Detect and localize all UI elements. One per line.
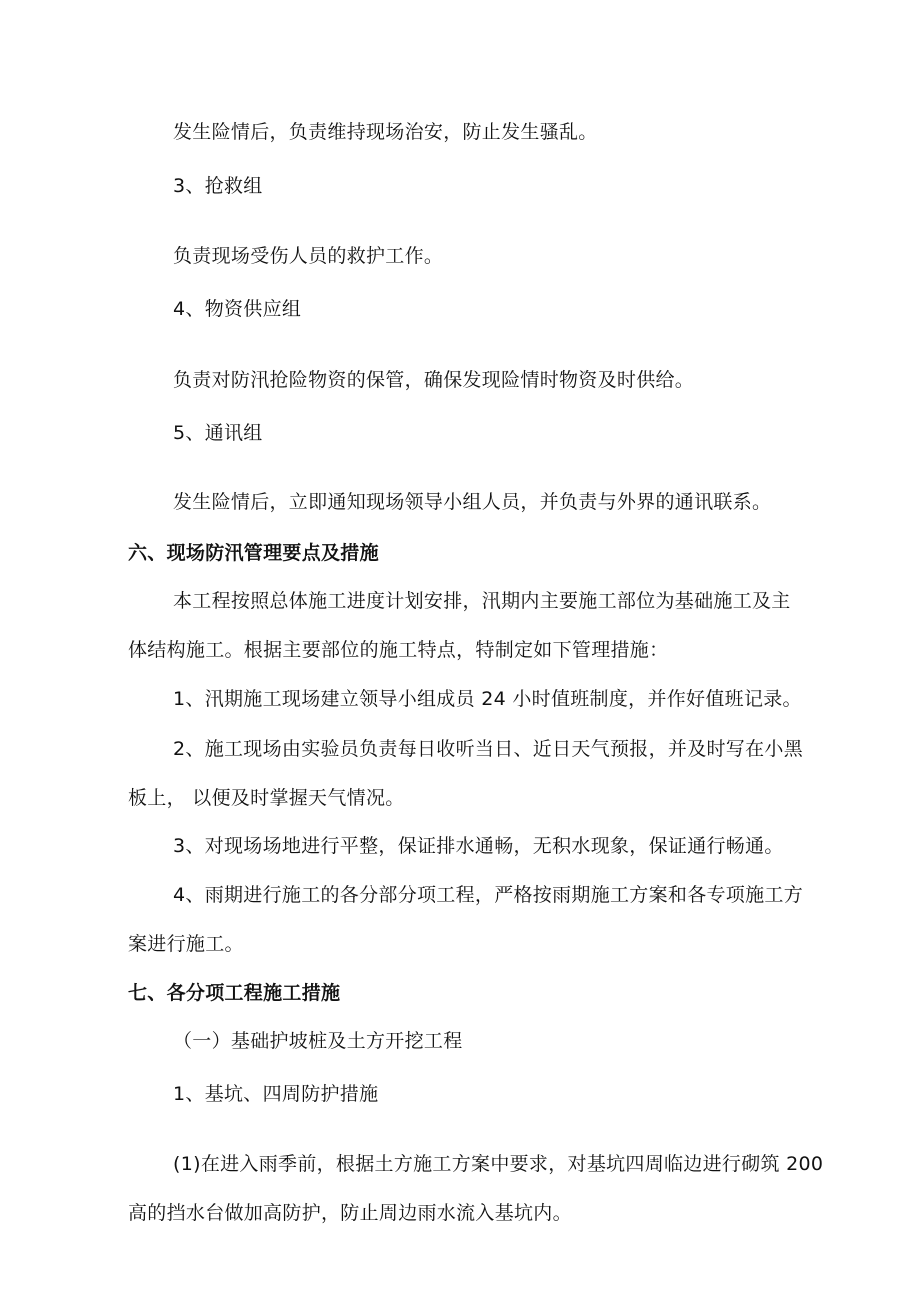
paragraph-rescue-duty: 负责现场受伤人员的救护工作。 — [173, 245, 444, 267]
measure-1: 1、汛期施工现场建立领导小组成员 24 小时值班制度，并作好值班记录。 — [173, 688, 802, 710]
measure-4-line2: 案进行施工。 — [128, 933, 244, 955]
paragraph-rain-protection-line1: (1)在进入雨季前，根据土方施工方案中要求，对基坑四周临边进行砌筑 200 — [173, 1153, 824, 1175]
item-rescue-group: 3、抢救组 — [173, 175, 263, 197]
item-communication-group: 5、通讯组 — [173, 422, 263, 444]
section-heading-seven: 七、各分项工程施工措施 — [128, 982, 341, 1004]
measure-3: 3、对现场场地进行平整，保证排水通畅，无积水现象，保证通行畅通。 — [173, 835, 784, 857]
item-foundation-protection: 1、基坑、四周防护措施 — [173, 1083, 379, 1105]
subsection-heading-one: （一）基础护坡桩及土方开挖工程 — [173, 1030, 463, 1052]
paragraph-communication-duty: 发生险情后，立即通知现场领导小组人员，并负责与外界的通讯联系。 — [173, 491, 772, 513]
item-supply-group: 4、物资供应组 — [173, 298, 302, 320]
measure-4-line1: 4、雨期进行施工的各分部分项工程，严格按雨期施工方案和各专项施工方 — [173, 884, 803, 906]
paragraph-rain-protection-line2: 高的挡水台做加高防护，防止周边雨水流入基坑内。 — [128, 1202, 572, 1224]
paragraph-plan-line1: 本工程按照总体施工进度计划安排，汛期内主要施工部位为基础施工及主 — [173, 590, 791, 612]
paragraph-supply-duty: 负责对防汛抢险物资的保管，确保发现险情时物资及时供给。 — [173, 369, 695, 391]
paragraph-security-duty: 发生险情后，负责维持现场治安，防止发生骚乱。 — [173, 121, 598, 143]
measure-2-line2: 板上， 以便及时掌握天气情况。 — [128, 787, 405, 809]
section-heading-six: 六、现场防汛管理要点及措施 — [128, 542, 379, 564]
paragraph-plan-line2: 体结构施工。根据主要部位的施工特点，特制定如下管理措施： — [128, 639, 669, 661]
measure-2-line1: 2、施工现场由实验员负责每日收听当日、近日天气预报，并及时写在小黑 — [173, 738, 803, 760]
